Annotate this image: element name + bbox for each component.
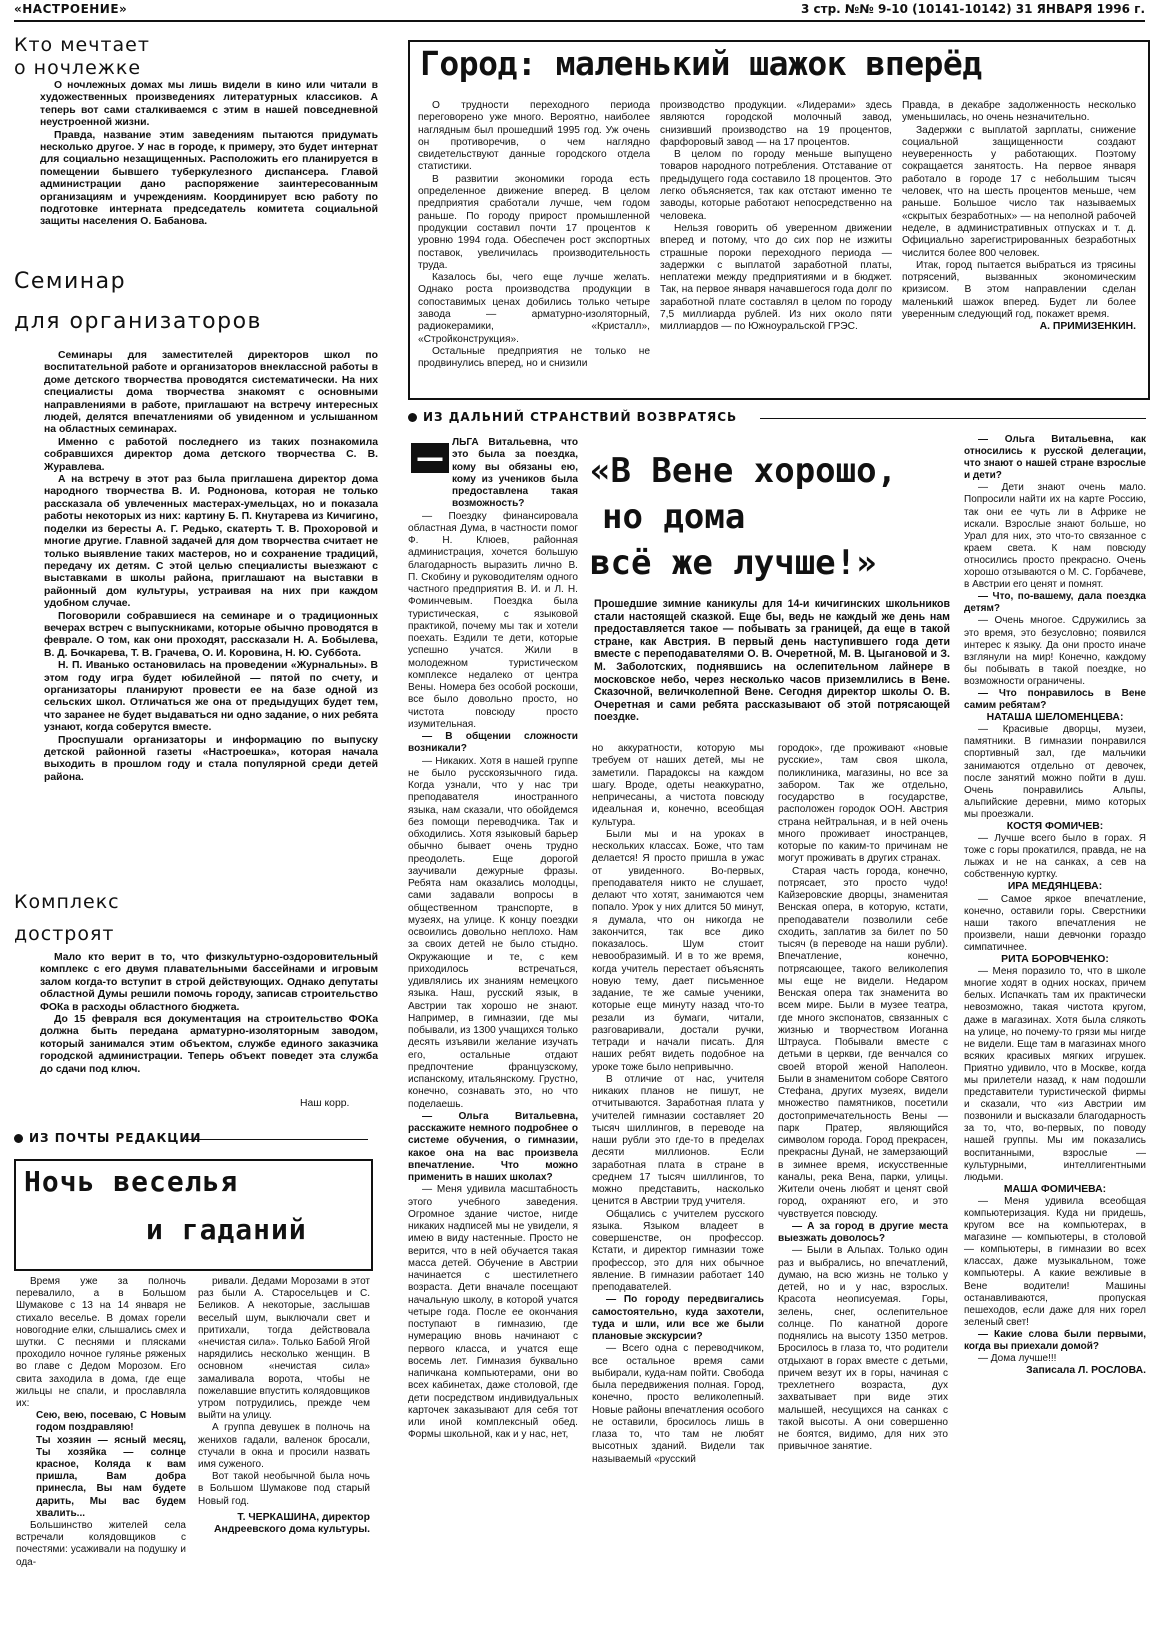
paragraph: — Поездку финансировала областная Дума, в частности помог Ф. Н. Клюев, районная администрация, хочется большую благодарность выразить лично В. П. Скобину и руководителям одного частного предприятия В. И. и Л. Н. Фоминчевым. Поездка была туристическая, с языковой практикой, почему мы так и хотели поехать. Ездили те дети, которые успешно учатся. Жили в молодежном туристическом комплексе недалеко от центра Вены. Номера без особой роскоши, все было довольно просто, но чистота повсюду просто изумительная. (408, 510, 578, 730)
page-header (14, 2, 1145, 22)
seminar-title-line2: для организаторов (14, 309, 262, 334)
kompleks-signature: Наш корр. (300, 1098, 350, 1109)
verse: Сею, вею, посеваю, С Новым годом поздравляю! (36, 1410, 186, 1434)
paragraph: В целом по городу меньше выпущено товаров народного потребления. Отставание от предыдущего года составило 18 процентов. Это легко объясняется, так как отстают именно те заводы, которые работают непосредственно на человека. (660, 149, 892, 222)
speaker-name: КОСТЯ ФОМИЧЕВ: (1006, 821, 1104, 832)
paragraph: Время уже за полночь перевалило, а в Большом Шумакове с 13 на 14 января не стихало веселье. В домах горели новогодние елки, слышались смех и шутки. С песнями и плясками проходило ночное гулянье ряженых во главе с Дедом Морозом. Его свита заходила в дома, где еще жильцы не спали, и прославляла их: (16, 1276, 186, 1410)
paragraph: Семинары для заместителей директоров школ по воспитательной работе и организаторов внеклассной работы в доме детского творчества проводятся систематически. На них специалисты дома творчества знакомят с основными направлениями в работе, приглашают на встречу интересных людей, делятся впечатлениями об увиденном и услышанном на областных семинарах. (44, 350, 378, 436)
bullet-icon (14, 1134, 23, 1143)
paragraph: Именно с работой последнего из таких познакомила собравшихся директор дома детского творчества С. В. Журавлева. (44, 436, 378, 473)
paragraph: Поговорили собравшиеся на семинаре и о традиционных вечерах встреч с выпускниками, которые обычно проводятся в феврале. О том, как они проходят, рассказали Н. А. Бобылева, В. Д. Бочкарева, Т. В. Грачева, О. И. Коровина, Н. Ю. Субботa. (44, 610, 378, 659)
vena-title-line2: но дома (602, 497, 746, 537)
rubric-rule (185, 1139, 368, 1140)
gorod-col3 (902, 100, 1136, 334)
kompleks-title (14, 886, 120, 950)
speaker-name: НАТАША ШЕЛОМЕНЦЕВА: (986, 712, 1124, 724)
seminar-body (44, 350, 378, 784)
vena-col3 (778, 743, 948, 1454)
vena-rubric (408, 410, 737, 424)
speaker-name: ИРА МЕДЯНЦЕВА: (1007, 881, 1103, 893)
bullet-icon (408, 413, 417, 422)
paragraph: Задержки с выплатой зарплаты, снижение социальной защищенности создают неуверенность у работающих. Поэтому сокращается занятость. На первое января работало в городе 17 с небольшим тысяч человек, что на шесть процентов меньше, чем раньше. Большое число так называемых «скрытых безработных» — на неполной рабочей неделе, в административных отпусках и т. д. Официально зарегистрированных безработных числится более 800 человек. (902, 124, 1136, 259)
night-col2 (198, 1276, 370, 1536)
nochlezhka-title-line2: о ночлежке (14, 57, 142, 79)
gorod-col2 (660, 100, 892, 334)
night-signature: Т. ЧЕРКАШИНА, директор Андреевского дома культуры. (213, 1511, 370, 1536)
paragraph: Проспушали организаторы и информацию по выпуску детской районной газеты «Настроешка», которая начала выходить в прошлом году и стала популярной среди детей района. (44, 734, 378, 783)
paragraph: — Меня удивила масштабность этого учебного заведения. Огромное здание чистое, нигде никаких надписей мы не увидели, я имею в виду настенные. Просто не верится, что в ней обучается такая масса детей. Обучение в Австрии начинается с шестилетнего возраста. Дети вначале посещают начальную школу, в которой учатся четыре года. После ее окончания поступают в гимназию, где нумерацию вновь начинают с первого класса, и учатся еще восемь лет. Гимназия буквально напичкана компьютерами, они во всех кабинетах, даже столовой, где дети посредством индивидуальных карточек заказывают для себя тот или иной комплексный обед. Формы школьной, как и у нас, нет, (408, 1184, 578, 1441)
drop-cap: —О (411, 443, 449, 473)
kompleks-title-line2: дострoят (14, 923, 115, 945)
speaker-name: МАША ФОМИЧЕВА: (1003, 1183, 1107, 1195)
night-title-box (14, 1159, 373, 1271)
kompleks-title-line1: Комплекс (14, 891, 120, 913)
paragraph: Н. П. Иванько остановилась на проведении «Журнальны». В этом году игра будет юбилейной — пятой по счету, и организаторы планируют провести ее на базе одной из сельских школ. Отличаться же она от предыдущих будет тем, что заранее не будет выдаваться ни одно задание, о них ребята узнают, когда соберутся вместе. (44, 660, 378, 734)
night-col1 (16, 1276, 186, 1569)
paragraph: Вот такой необычной была ночь в Большом Шумакове под старый Новый год. (198, 1471, 370, 1507)
paragraph: Большинство жителей села встречали колядовщиков с почестями: усаживали на подушку и ода- (16, 1520, 186, 1568)
gorod-title: Город: маленький шажок вперёд (420, 44, 982, 83)
paragraph: — Лучше всего было в горах. Я тоже с горы прокатился, правда, не на лыжах и не на санках, а сев на собственную куртку. (964, 833, 1146, 881)
question: — Какие слова были первыми, когда вы приехали домой? (964, 1328, 1146, 1353)
paragraph: В развитии экономики города есть определенное движение вперед. В целом предприятия сработали лучше, чем годом раньше. По городу прирост промышленной продукции составил почти 17 процентов к уровню 1994 года. Обеспечен рост экспортных поставок, увеличилась производительность труда. (418, 173, 650, 271)
paragraph: — Самое яркое впечатление, конечно, оставили горы. Сверстники наши такого впечатления не произвели, наши девчонки гораздо симпатичнее. (964, 893, 1146, 953)
gorod-col1 (418, 100, 650, 371)
night-rubric (14, 1131, 201, 1145)
speaker-name: РИТА БОРОВЧЕНКО: (1001, 954, 1109, 966)
paragraph: О ночлежных домах мы лишь видели в кино или читали в художественных произведениях литературных классиков. А теперь вот сами сталкиваемся с этим в нашей повседневной неустроенной жизни. (40, 80, 378, 129)
question: — В общении сложности возникали? (408, 731, 578, 755)
paragraph: производство продукции. «Лидерами» здесь являются городской молочный завод, снизивший производство на 19 процентов, фарфоровый завод — на 17 процентов. (660, 100, 892, 148)
vena-title (590, 448, 897, 586)
question: — А за город в другие места выезжать доволось? (778, 1220, 948, 1244)
paragraph: А группа девушек в полночь на женихов гадали, валенок бросали, стучали в окна и просили назвать имя суженого. (198, 1422, 370, 1471)
paragraph: Правда, название этим заведениям пытаются придумать несколько другое. У нас в городе, к примеру, это будет интернат для социально незащищенных. Расположить его планируется в помещении бывшего туберкулезного диспансера. Главой администрации дано распоряжение заинтересованным организациям и учреждениям. Координирует всю работу по подготовке интерната председатель комитета социальной защиты населения О. Бабанова. (40, 129, 378, 228)
rubric-rule (760, 418, 1146, 419)
vena-col1 (408, 437, 578, 1442)
paragraph: Мало кто верит в то, что физкультурно-оздоровительный комплекс с его двумя плавательными бассейнами и игровым залом когда-то вступит в строй действующих. Однако депутаты областной Думы решили помочь городу, записав строительство ФОКа в расходы областного бюджета. (40, 952, 378, 1013)
question: — Что понравилось в Вене самим ребятам? (964, 687, 1146, 712)
question: — Что, по-вашему, дала поездка детям? (964, 591, 1146, 615)
paragraph: но аккуратности, которую мы требуем от наших детей, мы не заметили. Парадоксы на каждом шагу. Вроде, одеты неаккуратно, непричесаны, а чистота повсюду идеальная и, конечно, всеобщая культура. (592, 743, 764, 828)
paragraph: городок», где проживают «новые русские», там своя школа, поликлиника, магазины, но все за забором. Так же отдельно, государство в государстве, расположен городок ООН. Австрия страна нейтральная, и в ней очень много проживает иностранцев, которые по каким-то причинам не могут проживать в других странах. (778, 743, 948, 865)
seminar-title (14, 262, 262, 342)
seminar-title-line1: Семинар (14, 269, 127, 294)
paragraph: — Очень многое. Сдружились за это время, это безусловно; появился интерес к языку. Да они просто иначе взглянули на мир! Конечно, каждому бы побывать в такой поездке, но возможности ограничены. (964, 615, 1146, 687)
paragraph: — Меня удивила всеобщая компьютеризация. Куда ни придешь, кругом все на компьютерах, в магазине — компьютеры, в столовой — компьютеры, в гимназии во всех классах, даже музыкальном, тоже компьютеры. А какие вежливые в Вене водители! Машины останавливаются, пропуская пешеходов, если даже для них горел зеленый свет! (964, 1195, 1146, 1328)
night-rubric-label: ИЗ ПОЧТЫ РЕДАКЦИИ (29, 1131, 202, 1145)
nochlezhka-title (14, 34, 150, 80)
paragraph: — Меня поразило то, что в школе многие ходят в одних носках, причем белых. Испачкать там их практически невозможно, такая чистота кругом, даже в магазинах. Хотя была слякоть на улице, но почему-то грязи мы нигде не видели. Еще там в магазинах много всяких красивых мягких игрушек. Приятно удивило, что в Москве, когда мы прилетели назад, к нам подошли представители туристической фирмы и сказали, что «из Австрии им позвонили и высказали благодарность за то, что, во-первых, по поводу нашей группы. Мы им показались воспитанными, взрослые — культурными, интеллигентными людьми. (964, 966, 1146, 1183)
issue-info: 3 стр. №№ 9-10 (10141-10142) 31 ЯНВАРЯ 1996 г. (800, 2, 1145, 16)
vena-col4 (964, 434, 1146, 1377)
paragraph: Остальные предприятия не только не продвинулись вперед, но и снизили (418, 345, 650, 370)
nochlezhka-body (40, 80, 378, 229)
verse: Ты хозяин — ясный месяц, Ты хозяйка — солнце красное, Коляда к вам пришла, Вам добра принесла, Вы нам будете дарить, Мы вас будем хвалить... (36, 1434, 186, 1519)
gorod-box (408, 40, 1150, 400)
question: — Ольга Витальевна, расскажите немного подробнее о системе обучения, о гимназии, какое она на вас произвела впечатление. Что можно применить в наших школах? (408, 1110, 578, 1183)
paragraph: Правда, в декабре задолженность несколько уменьшилась, но очень незначительно. (902, 100, 1136, 124)
vena-title-line3: всё же лучше!» (590, 543, 877, 583)
paragraph: Итак, город пытается выбраться из трясины потрясений, вызванных экономическим кризисом. В этом направлении сделан маленький шажок вперед. Будет ли более уверенным следующий год, покажет время. (902, 259, 1136, 321)
paragraph: А на встречу в этот раз была приглашена директор дома народного творчества В. И. Роднонова, которая не только рассказала об увлеченных мастерах-умельцах, но и показала работы некоторых из них: картину Б. П. Кнутарева из Кичигино, поделки из бересты А. Г. Редько, скатерть Т. В. Прохоровой и многие другие. Главной задачей для дом творчества считает не только выявление таких мастеров, но и сохранение традиций, передачу их детям. С этой целью специалисты выезжают с выставками в школы района, приглашают на выставки в районный дом культуры, устраивая на них при каждом удобном случае. (44, 474, 378, 610)
gorod-signature: А. ПРИМИЗЕНКИН. (1039, 321, 1136, 333)
paragraph: До 15 февраля вся документация на строительство ФОКа должна быть передана арматурно-изоляторным заводом, который занимался этим объектом, службе единого заказчика городской администрации. Теперь объект поведет эта служба до сдачи под ключ. (40, 1014, 378, 1075)
newspaper-name: «НАСТРОЕНИЕ» (14, 2, 128, 16)
paragraph: ривали. Дедами Морозами в этот раз были А. Старосельцев и С. Беликов. А некоторые, заслышав веселый шум, выключали свет и притихали, тогда действовала «нечистая сила». Только Бабой Ягой нарядились несколько женщин. В основном «нечистая сила» замаливала ворота, чтобы не пожелавшие впустить колядовщиков утром потрудились, прежде чем выйти на улицу. (198, 1276, 370, 1422)
paragraph: — Были в Альпах. Только один раз и выбрались, но впечатлений, думаю, на всю жизнь не только у детей, но и у нас, взрослых. Красота неописуемая. Горы, зелень, снег, ослепительное солнце. По канатной дороге поднялись на высоту 1350 метров. Бросилось в глаза то, что родители отдыхают в горах вместе с детьми, причем везут их в горы, начиная с трехлетнего возраста, дух захватывает при виде этих малышей, несущихся на санках с такой высоты. А они совершенно не боятся, видимо, для них это привычное занятие. (778, 1245, 948, 1453)
paragraph: — Никаких. Хотя в нашей группе не было русскоязычного гида. Когда узнали, что у нас три преподавателя иностранного языка, нам сказали, что обойдемся без помощи переводчика. Так и обходились. Хотя языковый барьер обычно бывает очень трудно преодолеть. Еще дорогой заучивали дежурные фразы. Ребята нам оказались молодцы, сами задавали вопросы в общественном транспорте, в музеях, на улице. К концу поездки освоились довольно неплохо. Нам за своих детей не было стыдно. Окружающие и те, с кем приходилось встречаться, удивлялись их знаниям немецкого языка. Наш, русский язык, в Австрии так хорошо не знают. Например, в гимназии, где мы побывали, из 1300 учащихся только десять изъявили желание изучать его, остальные отдают предпочтение французскому, испанскому, итальянскому. Грустно, конечно, сознавать это, но что поделаешь. (408, 755, 578, 1110)
vena-title-line1: «В Вене хорошо, (590, 451, 898, 491)
paragraph: Были мы и на уроках в нескольких классах. Боже, что там делается! Я просто пришла в ужас от увиденного. Во-первых, преподавателя никто не слушает, делают что хотят, занимаются чем попало. Урок у них длится 50 минут, я думала, что он никогда не закончится, так все дико показалось. Шум стоит невообразимый. И в то же время, когда учитель перестает объяснять новую тему, дает письменное задание, те же самые ученики, которые еще минуту назад что-то резали из бумаги, читали, разговаривали, достали ручки, тетради и начали писать. Для наших ребят видеть подобное на уроке тоже было непривычно. (592, 828, 764, 1073)
paragraph: Казалось бы, чего еще лучше желать. Однако роста производства продукции в сопоставимых ценах добились только четыре завода — арматурно-изоляторный, радиокерамики, «Кристалл», «Стройконструкция». (418, 272, 650, 345)
vena-lead: Прошедшие зимние каникулы для 14-и кичигинских школьников стали настоящей сказкой. Еще бы, ведь не каждый же день нам предоставляется такое — побывать за границей, да еще в такой стране, как Австрия. В первый день наступившего года дети вместе с переподавателями О. В. Очеретной, М. В. Цыгановой и З. М. Заболотских, поднявшись на ослепительном лайнере в московское небо, через несколько часов приземлились в Вене. Сказочной, величколепной Вене. Сегодня директор школы О. В. Очеретная и сами ребята рассказывают об этой потрясающей поездке. (594, 598, 950, 724)
paragraph: Общались с учителем русского языка. Языком владеет в совершенстве, он профессор. Кстати, и директор гимназии тоже профессор, это для них обычное явление. В гимназии работает 140 преподавателей. (592, 1208, 764, 1293)
nochlezhka-title-line1: Кто мечтает (14, 34, 150, 56)
paragraph: Нельзя говорить об уверенном движении вперед и потому, что до сих пор не изжиты страшные пороки переходного периода — задержки с выплатой заработной платы, неплатежи между предприятиями и в бюджет. Так, на первое января начавшегося года долг по заработной плате составлял в целом по городу 7,5 миллиарда рублей. Из них около пяти миллиардов — по Южноуральской ГРЭС. (660, 222, 892, 333)
night-title-line1: Ночь веселья (24, 1165, 239, 1198)
question: — Ольга Витальевна, как относились к русской делегации, что знают о нашей стране взрослые и дети? (964, 434, 1146, 482)
paragraph: Старая часть города, конечно, потрясает, это просто чудо! Кайзеровские дворцы, знаменитая Венская опера, в которую, кстати, преподаватели позволили себе сходить, заплатив за билет по 50 тысяч (в переводе на наши рубли). Впечатление, конечно, потрясающее, такого великолепия мы еще не видели. Недаром Венская опера так знаменита во всем мире. Были в музее театра, где много экспонатов, связанных с жизнью и творчеством Иоганна Штрауса. Побывали вместе с детьми в церкви, где венчался со своей второй женой Наполеон. Были в знаменитом соборе Святого Стефана, других музеях, видели множество памятников, посетили достопримечательность Вены — парк Пратер, являющийся символом города. Город прекрасен, прекрасны Дунай, не замерзающий в зимнее время, искусственные каналы, река Вена, парки, улицы. Жители очень любят и ценят свой город, охраняют его, и это чувствуется повсюду. (778, 865, 948, 1220)
paragraph: В отличие от нас, учителя никаких планов не пишут, не отчитываются. Заработная плата у учителей гимназии составляет 20 тысяч шиллингов, в переводе на наши рубли это где-то в пределах десяти миллионов. Если заработная плата в стране в среднем 17 тысяч шиллингов, то можно представить, насколько ценится в Австрии труд учителя. (592, 1073, 764, 1208)
night-title-line2: и гаданий (146, 1213, 307, 1246)
question: — По городу передвигались самостоятельно, куда захотели, туда и шли, или все же были плановые экскурсии? (592, 1294, 764, 1342)
paragraph: — Дети знают очень мало. Попросили найти их на карте Россию, так они ее чуть ли в Африке не искали. Взрослые знают больше, но Урал для них, это что-то связанное с краем света. К нам повсюду относились просто прекрасно. Очень хорошо отзываются о М. С. Горбачеве, в Австрии его ценят и помнят. (964, 482, 1146, 591)
paragraph: О трудности переходного периода переговорено уже много. Вероятно, наиболее наглядным был прошедший 1995 год. Уж очень он противоречив, о чем наглядно свидетельствуют данные городского отдела статистики. (418, 100, 650, 173)
vena-signature: Записала Л. РОСЛОВА. (1026, 1365, 1146, 1377)
paragraph: — Всего одна с переводчиком, все остальное время сами выбирали, куда-нам пойти. Свобода была передвижения полная. Город, конечно, просто великолепный. Новые районы впечатления особого не оставили, бросилось лишь в глаза то, что там не любят высотных зданий. Видели так называемый «русский (592, 1343, 764, 1465)
kompleks-body (40, 952, 378, 1076)
vena-col2 (592, 743, 764, 1466)
paragraph: — Красивые дворцы, музеи, памятники. В гимназии понравился спортивный зал, где мальчики занимаются отдельно от девочек, после занятий можно пойти в душ. Очень понравились Альпы, альпийские деревни, мимо которых мы проезжали. (964, 724, 1146, 820)
vena-rubric-label: ИЗ ДАЛЬНИЙ СТРАНСТВИЙ ВОЗВРАТЯСЬ (423, 410, 738, 424)
paragraph: — Дома лучше!!! (978, 1353, 1057, 1365)
question: ЛЬГА Витальевна, что это была за поездка, кому вы обязаны ею, кому из учеников была предоставлена такая возможность? (452, 437, 578, 510)
